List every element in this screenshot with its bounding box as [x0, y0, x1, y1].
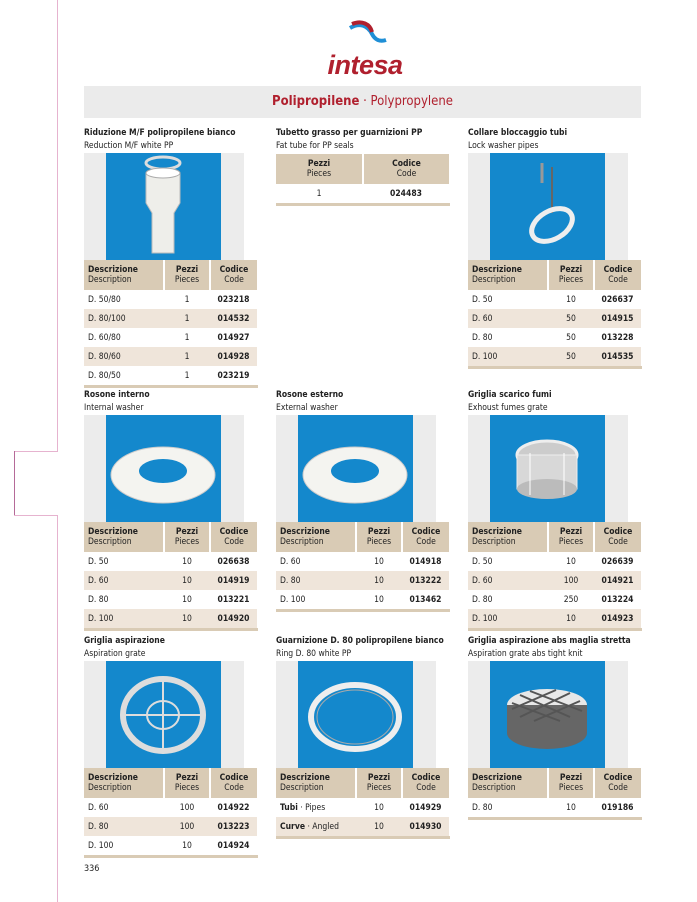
row-code: 014921	[594, 571, 641, 590]
product-image	[84, 661, 244, 768]
row-code: 014924	[217, 840, 250, 851]
row-description: D. 50	[88, 556, 109, 567]
row-code: 026639	[601, 556, 634, 567]
row-pieces: 10	[374, 556, 384, 567]
col-pieces: Pezzi Pieces	[164, 522, 210, 552]
col-pieces: Pezzi Pieces	[356, 768, 402, 798]
table-header	[276, 768, 449, 798]
col-description: Descrizione Description	[276, 768, 356, 798]
row-code: 026637	[601, 294, 634, 305]
table-row	[276, 552, 449, 571]
row-code: 014915	[594, 309, 641, 328]
margin-line	[57, 0, 58, 451]
product-table	[84, 260, 258, 385]
row-code: 026638	[217, 556, 250, 567]
ring-icon	[298, 661, 413, 768]
page-number: 336	[84, 864, 100, 874]
row-code: 024483	[390, 188, 422, 199]
row-description: D. 60	[84, 571, 164, 590]
row-code: 023218	[217, 294, 250, 305]
table-row	[84, 571, 257, 590]
table-row	[468, 571, 641, 590]
product-block	[468, 636, 642, 820]
row-code: 013222	[402, 571, 449, 590]
product-image	[276, 661, 436, 768]
col-description: Descrizione Description	[84, 260, 164, 290]
product-block	[276, 636, 450, 839]
product-title-en: Reduction M/F white PP	[84, 141, 174, 151]
table-header	[84, 260, 257, 290]
row-code: 013224	[601, 594, 634, 605]
product-block	[276, 390, 450, 612]
table-row	[84, 798, 257, 817]
product-title-en: Aspiration grate	[84, 649, 146, 659]
table-row	[276, 590, 449, 609]
banner-sep: ·	[359, 94, 371, 109]
col-description: Descrizione Description	[468, 522, 548, 552]
table-row	[84, 552, 257, 571]
col-pieces: Pezzi Pieces	[164, 768, 210, 798]
row-description: Curve · Angled	[276, 817, 356, 836]
row-code: 014920	[210, 609, 257, 628]
product-title-en: Internal washer	[84, 403, 144, 413]
row-pieces: 10	[182, 840, 192, 851]
table-header	[468, 260, 641, 290]
row-pieces: 100	[179, 802, 195, 813]
col-code: Codice Code	[594, 768, 641, 798]
margin-tab	[14, 451, 15, 515]
row-pieces: 10	[566, 556, 576, 567]
product-block	[468, 128, 642, 369]
table-row	[276, 184, 449, 203]
margin-tab	[14, 451, 58, 452]
table-end-bar	[468, 628, 642, 631]
row-pieces: 10	[164, 609, 210, 628]
row-code: 013462	[409, 594, 442, 605]
row-description: D. 80	[472, 802, 493, 813]
product-image	[468, 415, 628, 522]
product-image	[468, 153, 628, 260]
section-banner	[84, 86, 641, 118]
row-pieces: 10	[164, 571, 210, 590]
col-description: Descrizione Description	[276, 522, 356, 552]
washer-icon	[298, 415, 413, 522]
product-image	[84, 415, 244, 522]
table-row	[84, 328, 257, 347]
row-description: D. 60	[468, 571, 548, 590]
row-code: 014928	[210, 347, 257, 366]
margin-line	[57, 515, 58, 902]
row-description: D. 80	[472, 332, 493, 343]
col-description: Descrizione Description	[468, 260, 548, 290]
table-header	[276, 522, 449, 552]
product-table	[276, 154, 450, 203]
table-header	[468, 522, 641, 552]
row-description: D. 80/60	[84, 347, 164, 366]
row-pieces: 10	[374, 802, 384, 813]
table-row	[468, 309, 641, 328]
row-pieces: 1	[184, 294, 190, 305]
product-table	[84, 768, 258, 855]
row-description: D. 100	[84, 609, 164, 628]
product-table	[468, 768, 642, 817]
product-title-it: Rosone interno	[84, 390, 150, 400]
product-title-it: Collare bloccaggio tubi	[468, 128, 568, 138]
row-code: 019186	[601, 802, 634, 813]
product-title-en: Aspiration grate abs tight knit	[468, 649, 583, 659]
row-pieces: 10	[374, 594, 384, 605]
logo-swoosh-icon	[320, 20, 410, 54]
row-pieces: 1	[164, 347, 210, 366]
product-title-it: Griglia scarico fumi	[468, 390, 552, 400]
product-image	[276, 415, 436, 522]
row-description: D. 60	[88, 802, 109, 813]
col-code: Codice Code	[210, 260, 257, 290]
row-code: 014929	[409, 802, 442, 813]
product-title-it: Griglia aspirazione	[84, 636, 165, 646]
product-title-en: Ring D. 80 white PP	[276, 649, 352, 659]
product-title-en: Fat tube for PP seals	[276, 141, 354, 151]
product-title-it: Tubetto grasso per guarnizioni PP	[276, 128, 423, 138]
row-pieces: 100	[548, 571, 594, 590]
product-title-it: Guarnizione D. 80 polipropilene bianco	[276, 636, 444, 646]
product-table	[468, 522, 642, 628]
table-row	[276, 798, 449, 817]
col-description: Descrizione Description	[84, 768, 164, 798]
table-row	[468, 328, 641, 347]
table-header	[468, 768, 641, 798]
row-code: 014922	[217, 802, 250, 813]
row-description: D. 60/80	[88, 332, 121, 343]
product-title-en: Exhoust fumes grate	[468, 403, 548, 413]
row-description: D. 80/50	[88, 370, 121, 381]
table-row	[468, 290, 641, 309]
row-code: 014535	[594, 347, 641, 366]
grate-icon	[490, 415, 605, 522]
logo-text: intesa	[327, 50, 403, 80]
table-end-bar	[276, 836, 450, 839]
table-row	[84, 366, 257, 385]
row-code: 014532	[210, 309, 257, 328]
table-row	[468, 347, 641, 366]
logo	[320, 20, 410, 80]
row-code: 023219	[217, 370, 250, 381]
table-end-bar	[84, 628, 258, 631]
row-pieces: 50	[566, 332, 576, 343]
table-row	[276, 571, 449, 590]
row-pieces: 1	[184, 370, 190, 381]
row-description: D. 50	[472, 556, 493, 567]
table-row	[84, 309, 257, 328]
col-code: Codice Code	[402, 768, 449, 798]
row-code: 014919	[210, 571, 257, 590]
product-block	[468, 390, 642, 631]
row-pieces: 1	[164, 309, 210, 328]
washer-icon	[106, 415, 221, 522]
product-block	[84, 128, 258, 388]
product-table	[276, 768, 450, 836]
row-description: D. 100	[468, 609, 548, 628]
col-description: Descrizione Description	[84, 522, 164, 552]
row-code: 014927	[217, 332, 250, 343]
row-description: D. 80	[88, 594, 109, 605]
row-description: Tubi · Pipes	[280, 802, 326, 813]
row-description: D. 60	[468, 309, 548, 328]
row-pieces: 10	[356, 571, 402, 590]
reduction-icon	[106, 153, 221, 260]
product-title-it: Riduzione M/F polipropilene bianco	[84, 128, 236, 138]
col-code: Codice Code	[594, 260, 641, 290]
row-description: D. 80	[472, 594, 493, 605]
row-code: 014923	[594, 609, 641, 628]
table-end-bar	[84, 855, 258, 858]
product-table	[276, 522, 450, 609]
table-end-bar	[276, 609, 450, 612]
table-end-bar	[84, 385, 258, 388]
col-pieces: Pezzi Pieces	[356, 522, 402, 552]
row-pieces: 10	[356, 817, 402, 836]
row-pieces: 50	[548, 347, 594, 366]
col-code: Codice Code	[210, 522, 257, 552]
col-code: Codice Code	[363, 154, 449, 184]
table-row	[84, 347, 257, 366]
col-description: Descrizione Description	[468, 768, 548, 798]
row-code: 013221	[217, 594, 250, 605]
product-table	[84, 522, 258, 628]
row-code: 013228	[601, 332, 634, 343]
table-row	[468, 552, 641, 571]
row-pieces: 10	[182, 594, 192, 605]
col-pieces: Pezzi Pieces	[548, 768, 594, 798]
col-pieces: Pezzi Pieces	[548, 522, 594, 552]
row-description: D. 80	[276, 571, 356, 590]
table-row	[276, 817, 449, 836]
row-code: 014918	[409, 556, 442, 567]
row-description: D. 80/100	[84, 309, 164, 328]
row-code: 013223	[210, 817, 257, 836]
product-title-it: Rosone esterno	[276, 390, 344, 400]
table-row	[468, 798, 641, 817]
table-end-bar	[276, 203, 450, 206]
row-description: D. 100	[88, 840, 114, 851]
product-table	[468, 260, 642, 366]
table-end-bar	[468, 817, 642, 820]
col-code: Codice Code	[210, 768, 257, 798]
table-row	[84, 836, 257, 855]
row-pieces: 10	[566, 802, 576, 813]
row-description: D. 80	[84, 817, 164, 836]
product-title-en: External washer	[276, 403, 338, 413]
product-block	[276, 128, 450, 206]
row-pieces: 50	[548, 309, 594, 328]
col-pieces: Pezzi Pieces	[548, 260, 594, 290]
margin-tab	[14, 515, 58, 516]
table-row	[468, 609, 641, 628]
table-row	[84, 817, 257, 836]
row-description: D. 100	[468, 347, 548, 366]
banner-title-en: Polypropylene	[370, 94, 453, 109]
product-block	[84, 636, 258, 858]
table-row	[84, 590, 257, 609]
table-end-bar	[468, 366, 642, 369]
row-pieces: 10	[182, 556, 192, 567]
table-header	[84, 768, 257, 798]
clamp-icon	[490, 153, 605, 260]
product-image	[84, 153, 244, 260]
product-title-it: Griglia aspirazione abs maglia stretta	[468, 636, 631, 646]
row-pieces: 100	[164, 817, 210, 836]
table-row	[468, 590, 641, 609]
col-code: Codice Code	[402, 522, 449, 552]
row-code: 014930	[402, 817, 449, 836]
row-description: D. 50/80	[88, 294, 121, 305]
table-header	[276, 154, 449, 184]
col-code: Codice Code	[594, 522, 641, 552]
row-description: D. 50	[472, 294, 493, 305]
row-pieces: 10	[548, 609, 594, 628]
table-header	[84, 522, 257, 552]
table-row	[84, 609, 257, 628]
col-pieces: Pezzi Pieces	[164, 260, 210, 290]
product-image	[468, 661, 628, 768]
row-pieces: 1	[184, 332, 190, 343]
ring-grate-icon	[106, 661, 221, 768]
row-pieces: 10	[566, 294, 576, 305]
row-description: D. 100	[280, 594, 306, 605]
row-pieces: 250	[563, 594, 579, 605]
banner-title-it: Polipropilene	[272, 94, 360, 109]
mesh-grate-icon	[490, 661, 605, 768]
product-block	[84, 390, 258, 631]
table-row	[84, 290, 257, 309]
product-title-en: Lock washer pipes	[468, 141, 539, 151]
row-description: D. 60	[280, 556, 301, 567]
col-pieces: Pezzi Pieces	[276, 154, 363, 184]
row-pieces: 1	[316, 188, 322, 199]
